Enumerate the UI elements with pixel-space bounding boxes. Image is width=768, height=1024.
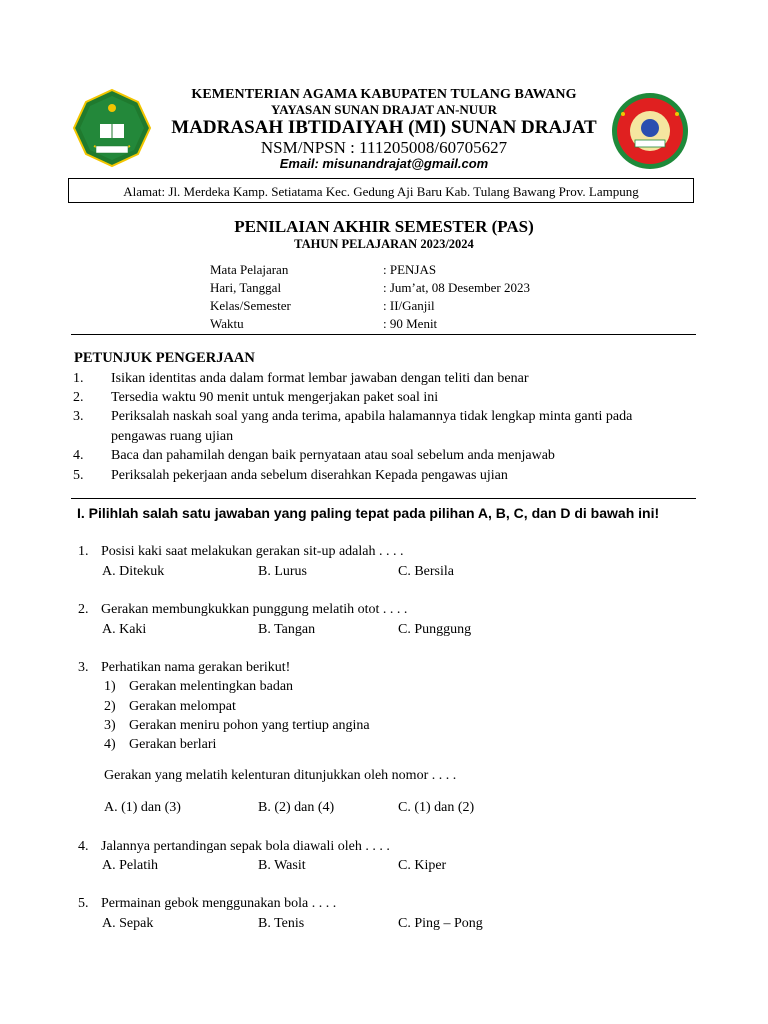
info-key: Mata Pelajaran	[210, 262, 289, 277]
question-number: 4.	[78, 839, 89, 854]
option-b: B. Tangan	[258, 622, 316, 637]
question-number: 3.	[78, 660, 89, 675]
question-number: 1.	[78, 544, 89, 559]
option-b: B. Wasit	[258, 858, 306, 873]
info-value: : PENJAS	[383, 262, 437, 277]
info-value: : Jum’at, 08 Desember 2023	[383, 280, 530, 295]
school-email: Email: misunandrajat@gmail.com	[279, 156, 489, 171]
ministry-header: KEMENTERIAN AGAMA KABUPATEN TULANG BAWANG	[191, 87, 577, 102]
question-text: Jalannya pertandingan sepak bola diawali oleh . . . .	[101, 839, 390, 854]
question-number: 2.	[78, 602, 89, 617]
option-b: B. (2) dan (4)	[258, 800, 335, 815]
instruction-text: Tersedia waktu 90 menit untuk mengerjakan paket soal ini	[111, 390, 439, 405]
option-b: B. Tenis	[258, 916, 305, 931]
sub-item-text: Gerakan meniru pohon yang tertiup angina	[129, 718, 370, 733]
nsm-npsn: NSM/NPSN : 111205008/60705627	[260, 138, 508, 157]
divider	[71, 334, 696, 335]
option-a: A. Pelatih	[102, 858, 158, 873]
question-stem: Gerakan yang melatih kelenturan ditunjukkan oleh nomor . . . .	[104, 768, 457, 783]
exam-year: TAHUN PELAJARAN 2023/2024	[294, 237, 474, 251]
sub-item-number: 1)	[104, 679, 116, 694]
option-c: C. Bersila	[398, 564, 454, 579]
sub-item-number: 3)	[104, 718, 116, 733]
info-key: Hari, Tanggal	[210, 280, 282, 295]
option-c: C. Kiper	[398, 858, 447, 873]
question-number: 5.	[78, 896, 89, 911]
info-value: : II/Ganjil	[383, 298, 435, 313]
option-b: B. Lurus	[258, 564, 307, 579]
instruction-number: 1.	[73, 371, 84, 386]
question-text: Posisi kaki saat melakukan gerakan sit-up adalah . . . .	[101, 544, 404, 559]
divider	[71, 498, 696, 499]
info-key: Kelas/Semester	[210, 298, 291, 313]
instruction-text: Periksalah naskah soal yang anda terima, apabila halamannya tidak lengkap minta ganti pada	[111, 409, 633, 424]
section-heading: I. Pilihlah salah satu jawaban yang paling tepat pada pilihan A, B, C, dan D di bawah ini!	[77, 505, 660, 521]
option-c: C. (1) dan (2)	[398, 800, 475, 815]
question-text: Permainan gebok menggunakan bola . . . .	[101, 896, 337, 911]
info-value: : 90 Menit	[383, 316, 438, 331]
instruction-number: 4.	[73, 448, 84, 463]
option-c: C. Punggung	[398, 622, 472, 637]
sub-item-text: Gerakan berlari	[129, 737, 217, 752]
sub-item-text: Gerakan melentingkan badan	[129, 679, 294, 694]
option-a: A. (1) dan (3)	[104, 800, 181, 815]
instruction-number: 2.	[73, 390, 84, 405]
school-name: MADRASAH IBTIDAIYAH (MI) SUNAN DRAJAT	[171, 117, 597, 138]
instruction-text: Periksalah pekerjaan anda sebelum diserahkan Kepada pengawas ujian	[111, 468, 508, 483]
sub-item-number: 4)	[104, 737, 116, 752]
question-text: Gerakan membungkukkan punggung melatih otot . . . .	[101, 602, 408, 617]
instruction-text: Baca dan pahamilah dengan baik pernyataan atau soal sebelum anda menjawab	[111, 448, 555, 463]
exam-title: PENILAIAN AKHIR SEMESTER (PAS)	[234, 217, 534, 236]
instruction-text: pengawas ruang ujian	[111, 429, 234, 444]
instruction-number: 3.	[73, 409, 84, 424]
foundation-header: YAYASAN SUNAN DRAJAT AN-NUUR	[271, 102, 497, 117]
instruction-text: Isikan identitas anda dalam format lembar jawaban dengan teliti dan benar	[111, 371, 529, 386]
instructions-title: PETUNJUK PENGERJAAN	[74, 350, 255, 366]
option-a: A. Kaki	[102, 622, 147, 637]
sub-item-text: Gerakan melompat	[129, 699, 236, 714]
question-text: Perhatikan nama gerakan berikut!	[101, 660, 291, 675]
option-a: A. Sepak	[102, 916, 154, 931]
option-a: A. Ditekuk	[102, 564, 165, 579]
sub-item-number: 2)	[104, 699, 116, 714]
address-box: Alamat: Jl. Merdeka Kamp. Setiatama Kec. Gedung Aji Baru Kab. Tulang Bawang Prov. Lampung	[68, 178, 694, 203]
info-key: Waktu	[210, 316, 244, 331]
instruction-number: 5.	[73, 468, 84, 483]
option-c: C. Ping – Pong	[398, 916, 483, 931]
